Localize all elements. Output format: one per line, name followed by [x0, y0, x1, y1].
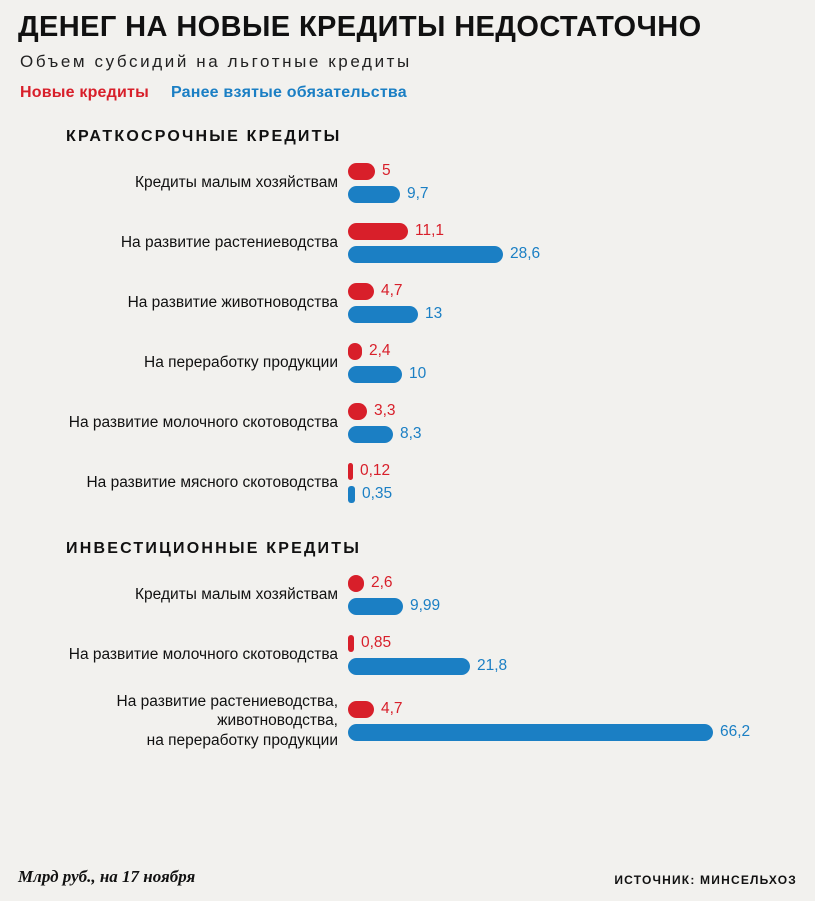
- row-label: Кредиты малым хозяйствам: [135, 586, 338, 604]
- bar-value-new: 5: [382, 162, 391, 180]
- bar-old: [348, 426, 393, 443]
- legend-item-previous-obligations: Ранее взятые обязательства: [170, 83, 407, 101]
- row-label: Кредиты малым хозяйствам: [135, 174, 338, 192]
- bar-value-old: 66,2: [720, 723, 751, 741]
- bar-value-old: 8,3: [400, 425, 422, 443]
- footer-note: Млрд руб., на 17 ноября: [18, 867, 196, 886]
- bar-line-new: [348, 220, 797, 243]
- bar-new: [348, 635, 354, 652]
- row-bars: [348, 698, 797, 744]
- row-label: На развитие животноводства: [127, 294, 338, 312]
- row-bars: [348, 400, 797, 446]
- bar-value-old: 13: [425, 305, 443, 323]
- bar-old: [348, 186, 400, 203]
- bar-line-new: [348, 160, 797, 183]
- bar-value-new: 3,3: [374, 402, 396, 420]
- bar-line-old: [348, 721, 797, 744]
- row-bars: [348, 340, 797, 386]
- row-label-line-3: на переработку продукции: [146, 731, 338, 749]
- bar-line-old: [348, 243, 797, 266]
- bar-new: [348, 163, 375, 180]
- bar-value-old: 10: [409, 365, 427, 383]
- row-bars: [348, 632, 797, 678]
- bar-line-old: [348, 183, 797, 206]
- row-label: На развитие растениеводства: [120, 234, 338, 252]
- bar-line-new: [348, 572, 797, 595]
- chart-legend: [20, 84, 797, 102]
- chart-row: [18, 220, 797, 266]
- bar-old: [348, 598, 403, 615]
- bar-value-new: 2,6: [371, 574, 393, 592]
- row-label-line-2: животноводства,: [217, 712, 338, 730]
- bar-line-old: [348, 303, 797, 326]
- bar-new: [348, 283, 374, 300]
- chart-row: [18, 692, 797, 750]
- row-label-line-1: На развитие растениеводства,: [116, 692, 338, 710]
- chart-row: [18, 280, 797, 326]
- bar-line-new: [348, 400, 797, 423]
- bar-line-new: [348, 698, 797, 721]
- bar-new: [348, 403, 367, 420]
- bar-old: [348, 658, 470, 675]
- legend-item-new-credits: Новые кредиты: [20, 83, 149, 101]
- page-title: ДЕНЕГ НА НОВЫЕ КРЕДИТЫ НЕДОСТАТОЧНО: [18, 11, 702, 43]
- bar-old: [348, 366, 402, 383]
- footer-source: ИСТОЧНИК: МИНСЕЛЬХОЗ: [614, 873, 797, 887]
- row-bars: [348, 280, 797, 326]
- bar-old: [348, 246, 503, 263]
- section-title-investment: ИНВЕСТИЦИОННЫЕ КРЕДИТЫ: [66, 539, 362, 557]
- row-label: На развитие мясного скотоводства: [86, 474, 338, 492]
- bar-old: [348, 724, 713, 741]
- bar-line-new: [348, 340, 797, 363]
- bar-line-old: [348, 363, 797, 386]
- chart-row: [18, 400, 797, 446]
- chart-row: [18, 460, 797, 506]
- bar-line-new: [348, 632, 797, 655]
- bar-value-old: 0,35: [362, 485, 393, 503]
- bar-line-old: [348, 483, 797, 506]
- chart-row: [18, 632, 797, 678]
- infographic-page: [0, 12, 815, 901]
- bar-value-new: 0,85: [361, 634, 392, 652]
- bar-line-new: [348, 280, 797, 303]
- bar-old: [348, 306, 418, 323]
- chart-row: [18, 340, 797, 386]
- row-bars: [348, 572, 797, 618]
- bar-line-new: [348, 460, 797, 483]
- bar-value-new: 4,7: [381, 282, 403, 300]
- page-subtitle: Объем субсидий на льготные кредиты: [20, 51, 412, 71]
- bar-line-old: [348, 595, 797, 618]
- bar-value-old: 28,6: [510, 245, 541, 263]
- row-label: [18, 692, 348, 750]
- footer: [18, 867, 797, 887]
- row-bars: [348, 220, 797, 266]
- bar-value-new: 11,1: [415, 222, 445, 240]
- row-label: На развитие молочного скотоводства: [68, 646, 338, 664]
- chart-row: [18, 160, 797, 206]
- bar-new: [348, 463, 353, 480]
- bar-value-new: 2,4: [369, 342, 391, 360]
- bar-new: [348, 701, 374, 718]
- bar-value-old: 21,8: [477, 657, 508, 675]
- bar-value-new: 4,7: [381, 700, 403, 718]
- section-title-short-term: КРАТКОСРОЧНЫЕ КРЕДИТЫ: [66, 127, 342, 145]
- bar-line-old: [348, 655, 797, 678]
- bar-value-old: 9,7: [407, 185, 429, 203]
- bar-value-old: 9,99: [410, 597, 441, 615]
- row-label: На переработку продукции: [144, 354, 338, 372]
- bar-new: [348, 575, 364, 592]
- bar-new: [348, 223, 408, 240]
- bar-value-new: 0,12: [360, 462, 391, 480]
- chart-row: [18, 572, 797, 618]
- bar-old: [348, 486, 355, 503]
- row-bars: [348, 160, 797, 206]
- row-label: На развитие молочного скотоводства: [68, 414, 338, 432]
- row-bars: [348, 460, 797, 506]
- bar-new: [348, 343, 362, 360]
- bar-line-old: [348, 423, 797, 446]
